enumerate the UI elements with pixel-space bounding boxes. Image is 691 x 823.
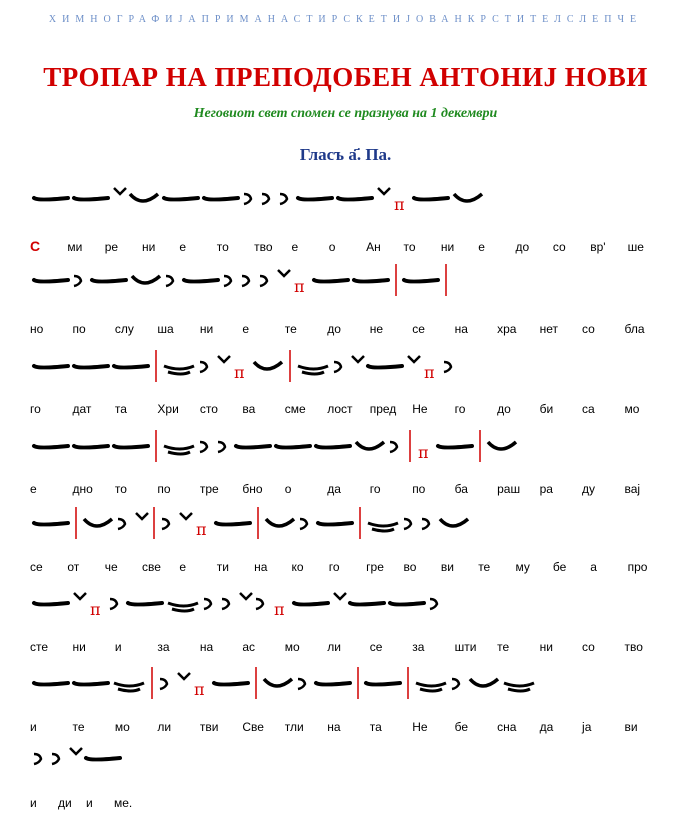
oligon-neume xyxy=(86,758,120,760)
syllable: до xyxy=(327,322,341,336)
syllable: мо xyxy=(624,402,640,416)
ison-neume xyxy=(280,194,287,204)
ison-neume xyxy=(244,194,251,204)
apostrophos-neume xyxy=(278,270,290,276)
oligon-neume xyxy=(128,603,162,605)
neume-line-7 xyxy=(30,665,670,705)
ison-neume xyxy=(404,519,411,529)
syllable: го xyxy=(454,402,466,416)
syllable: вр' xyxy=(590,240,606,254)
syllable: го xyxy=(30,402,41,416)
syllable: го xyxy=(369,482,381,496)
syllable: ре xyxy=(104,240,119,254)
oligon-neume xyxy=(204,198,238,200)
apostrophos-neume xyxy=(180,513,192,519)
apostrophos-neume xyxy=(70,748,82,754)
oligon-neume xyxy=(74,198,108,200)
syllable: шти xyxy=(454,640,477,654)
oligon-neume xyxy=(350,603,384,605)
syllable: гре xyxy=(366,560,384,574)
oligon-neume xyxy=(390,603,424,605)
syllable: от xyxy=(67,560,80,574)
syllable: со xyxy=(552,240,566,254)
syllable: са xyxy=(582,402,595,416)
syllable: С xyxy=(30,238,41,254)
oligon-neume xyxy=(34,603,68,605)
lyrics-line-3 xyxy=(30,402,670,418)
oligon-neume xyxy=(92,280,126,282)
syllable: ти xyxy=(216,560,229,574)
syllable: не xyxy=(369,322,384,336)
syllable: ви xyxy=(440,560,454,574)
ison-neume xyxy=(298,679,305,689)
syllable: на xyxy=(327,720,341,734)
ison-neume xyxy=(242,276,249,286)
neume-line-3 xyxy=(30,348,670,388)
syllable: сна xyxy=(497,720,517,734)
neume-line-8 xyxy=(30,740,670,780)
syllable: Не xyxy=(412,720,428,734)
syllable: на xyxy=(454,322,468,336)
syllable: ли xyxy=(157,720,172,734)
subtitle: Неговиот свет спомен се празнува на 1 декември xyxy=(193,106,498,121)
mode-heading: Гласъ а҃. Па. xyxy=(299,145,392,164)
syllable: и xyxy=(114,640,122,654)
oligon-neume xyxy=(414,198,448,200)
kendima-neume xyxy=(454,194,482,201)
syllable: ва xyxy=(242,402,256,416)
oligon-neume xyxy=(276,446,310,448)
syllable: ду xyxy=(582,482,596,496)
apostrophos-neume xyxy=(240,593,252,599)
syllable: е xyxy=(242,322,250,336)
syllable: ас xyxy=(242,640,256,654)
syllable: ди xyxy=(58,796,72,810)
syllable: по xyxy=(72,322,86,336)
oligon-neume xyxy=(34,366,68,368)
syllable: та xyxy=(114,402,127,416)
ison-neume xyxy=(224,276,231,286)
oligon-neume xyxy=(164,198,198,200)
neume-line-1 xyxy=(30,180,670,220)
ison-neume xyxy=(200,442,207,452)
ison-neume xyxy=(300,519,307,529)
kendima-neume xyxy=(132,276,160,283)
syllable: за xyxy=(157,640,170,654)
syllable: тви xyxy=(199,720,219,734)
syllable: на xyxy=(254,560,268,574)
syllable: тли xyxy=(284,720,304,734)
syllable: дат xyxy=(72,402,92,416)
oligon-neume xyxy=(184,280,218,282)
ison-neume xyxy=(118,519,125,529)
syllable: е xyxy=(291,240,299,254)
oligon-neume xyxy=(34,198,68,200)
syllable: во xyxy=(403,560,417,574)
apostrophos-neume xyxy=(378,188,390,194)
ison-neume xyxy=(204,599,211,609)
syllable: сте xyxy=(30,640,49,654)
syllable: Хри xyxy=(157,402,179,416)
ison-neume xyxy=(200,362,207,372)
oligon-neume xyxy=(404,280,438,282)
oligon-neume xyxy=(74,446,108,448)
syllable: че xyxy=(104,560,118,574)
apostrophos-neume xyxy=(74,593,86,599)
martyria-mark: π xyxy=(294,277,305,296)
syllable: тво xyxy=(624,640,643,654)
oligon-neume xyxy=(34,683,68,685)
syllable: но xyxy=(30,322,44,336)
syllable: тре xyxy=(199,482,219,496)
oligon-neume xyxy=(34,280,68,282)
ison-neume xyxy=(422,519,429,529)
oligon-neume xyxy=(34,446,68,448)
petasti-neume xyxy=(164,446,194,454)
petasti-neume xyxy=(114,683,144,691)
syllable: до xyxy=(497,402,511,416)
oligon-neume xyxy=(216,523,250,525)
apostrophos-neume xyxy=(178,673,190,679)
page-title: ТРОПАР НА ПРЕПОДОБЕН АНТОНИЈ НОВИ xyxy=(43,62,648,92)
oligon-neume xyxy=(114,366,148,368)
syllable: би xyxy=(539,402,554,416)
syllable: за xyxy=(412,640,425,654)
syllable: бла xyxy=(624,322,645,336)
syllable: ше xyxy=(627,240,644,254)
lyrics-line-7 xyxy=(30,720,670,736)
kendima-neume xyxy=(254,362,282,369)
syllable: и xyxy=(30,796,37,810)
syllable: Не xyxy=(412,402,428,416)
syllable: нет xyxy=(539,322,558,336)
syllable: те xyxy=(72,720,85,734)
syllable: Ан xyxy=(366,240,381,254)
syllable: се xyxy=(369,640,383,654)
ison-neume xyxy=(34,754,41,764)
syllable: вај xyxy=(624,482,641,496)
syllable: а xyxy=(590,560,597,574)
syllable: и xyxy=(30,720,37,734)
lyrics-line-2 xyxy=(30,322,670,338)
ison-neume xyxy=(444,362,451,372)
neume-line-6 xyxy=(30,585,670,625)
ison-neume xyxy=(110,599,117,609)
syllable: ви xyxy=(624,720,638,734)
apostrophos-neume xyxy=(218,356,230,362)
syllable: мо xyxy=(284,640,300,654)
martyria-mark: π xyxy=(418,443,429,462)
syllable: то xyxy=(216,240,229,254)
syllable: о xyxy=(328,240,336,254)
oligon-neume xyxy=(236,446,270,448)
syllable: е xyxy=(478,240,485,254)
ison-neume xyxy=(52,754,59,764)
petasti-neume xyxy=(298,366,328,374)
syllable: е xyxy=(179,240,187,254)
neume-line-5 xyxy=(30,505,670,545)
syllable: ли xyxy=(327,640,341,654)
oligon-neume xyxy=(338,198,372,200)
petasti-neume xyxy=(368,523,398,531)
ison-neume xyxy=(160,679,167,689)
syllable: да xyxy=(539,720,554,734)
syllable: ни xyxy=(72,640,86,654)
syllable: се xyxy=(412,322,425,336)
syllable: ја xyxy=(582,720,592,734)
syllable: слу xyxy=(114,322,134,336)
syllable: бе xyxy=(454,720,469,734)
syllable: раш xyxy=(497,482,521,496)
syllable: ба xyxy=(454,482,468,496)
syllable: ни xyxy=(539,640,553,654)
oligon-neume xyxy=(314,280,348,282)
syllable: о xyxy=(284,482,292,496)
syllable: бно xyxy=(242,482,263,496)
ison-neume xyxy=(74,276,81,286)
syllable: сто xyxy=(199,402,218,416)
syllable: то xyxy=(403,240,416,254)
syllable: ми xyxy=(67,240,83,254)
petasti-neume xyxy=(416,683,446,691)
oligon-neume xyxy=(74,683,108,685)
syllable: е xyxy=(30,482,37,496)
syllable: му xyxy=(515,560,530,574)
martyria-mark: π xyxy=(274,600,285,619)
kendima-neume xyxy=(264,679,292,686)
syllable: мо xyxy=(114,720,130,734)
apostrophos-neume xyxy=(334,593,346,599)
lyrics-line-5 xyxy=(30,560,670,576)
syllable: хра xyxy=(497,322,517,336)
oligon-neume xyxy=(368,366,402,368)
petasti-neume xyxy=(164,366,194,374)
oligon-neume xyxy=(366,683,400,685)
martyria-mark: π xyxy=(234,363,245,382)
syllable: лост xyxy=(327,402,353,416)
syllable: те xyxy=(497,640,510,654)
oligon-neume xyxy=(34,523,68,525)
syllable: по xyxy=(412,482,426,496)
kendima-neume xyxy=(266,519,294,526)
martyria-mark: π xyxy=(194,680,205,699)
syllable: е xyxy=(179,560,187,574)
ison-neume xyxy=(452,679,459,689)
syllable: ни xyxy=(440,240,455,254)
syllable: и xyxy=(86,796,93,810)
apostrophos-neume xyxy=(352,356,364,362)
ison-neume xyxy=(162,519,169,529)
syllable: го xyxy=(328,560,340,574)
syllable: со xyxy=(582,322,595,336)
kendima-neume xyxy=(488,442,516,449)
syllable: сме xyxy=(284,402,306,416)
neume-line-2 xyxy=(30,262,670,302)
apostrophos-neume xyxy=(136,513,148,519)
syllable: ме. xyxy=(114,796,133,810)
syllable: до xyxy=(515,240,530,254)
ison-neume xyxy=(260,276,267,286)
oligon-neume xyxy=(294,603,328,605)
syllable: по xyxy=(157,482,171,496)
syllable: на xyxy=(199,640,214,654)
syllable: бе xyxy=(552,560,567,574)
kendima-neume xyxy=(440,519,468,526)
syllable: ко xyxy=(291,560,304,574)
syllable: тво xyxy=(254,240,273,254)
syllable: Све xyxy=(242,720,264,734)
syllable: ни xyxy=(199,322,214,336)
ison-neume xyxy=(334,362,341,372)
petasti-neume xyxy=(168,603,198,611)
ison-neume xyxy=(390,442,397,452)
lyrics-line-4 xyxy=(30,482,670,498)
kendima-neume xyxy=(84,519,112,526)
oligon-neume xyxy=(214,683,248,685)
neume-line-4 xyxy=(30,428,670,468)
syllable: дно xyxy=(72,482,93,496)
syllable: те xyxy=(478,560,491,574)
oligon-neume xyxy=(316,446,350,448)
oligon-neume xyxy=(298,198,332,200)
martyria-mark: π xyxy=(394,195,405,214)
petasti-neume xyxy=(504,683,534,691)
syllable: про xyxy=(627,560,648,574)
oligon-neume xyxy=(318,523,352,525)
ison-neume xyxy=(262,194,269,204)
oligon-neume xyxy=(354,280,388,282)
ison-neume xyxy=(166,276,173,286)
martyria-mark: π xyxy=(90,600,101,619)
ison-neume xyxy=(430,599,437,609)
martyria-mark: π xyxy=(424,363,435,382)
oligon-neume xyxy=(74,366,108,368)
syllable: ша xyxy=(157,322,174,336)
syllable: то xyxy=(114,482,127,496)
ison-neume xyxy=(222,599,229,609)
lyrics-line-1 xyxy=(30,240,670,256)
oligon-neume xyxy=(114,446,148,448)
apostrophos-neume xyxy=(408,356,420,362)
syllable: све xyxy=(142,560,161,574)
oligon-neume xyxy=(316,683,350,685)
kendima-neume xyxy=(130,194,158,201)
kendima-neume xyxy=(470,679,498,686)
syllable: да xyxy=(327,482,341,496)
apostrophos-neume xyxy=(114,188,126,194)
syllable: пред xyxy=(369,402,397,416)
oligon-neume xyxy=(438,446,472,448)
syllable: се xyxy=(30,560,43,574)
ison-neume xyxy=(256,599,263,609)
lyrics-line-6 xyxy=(30,640,670,656)
syllable: ни xyxy=(142,240,156,254)
kendima-neume xyxy=(356,442,384,449)
syllable: та xyxy=(369,720,382,734)
syllable: ра xyxy=(539,482,553,496)
martyria-mark: π xyxy=(196,520,207,539)
syllable: со xyxy=(582,640,595,654)
header-banner: ХИМНОГРАФИЈАПРИМАНАСТИРСКЕТИЈОВАНКРСТИТЕЛСЛЕПЧЕ xyxy=(48,14,643,25)
syllable: те xyxy=(284,322,297,336)
ison-neume xyxy=(218,442,225,452)
lyrics-line-8 xyxy=(30,796,670,812)
